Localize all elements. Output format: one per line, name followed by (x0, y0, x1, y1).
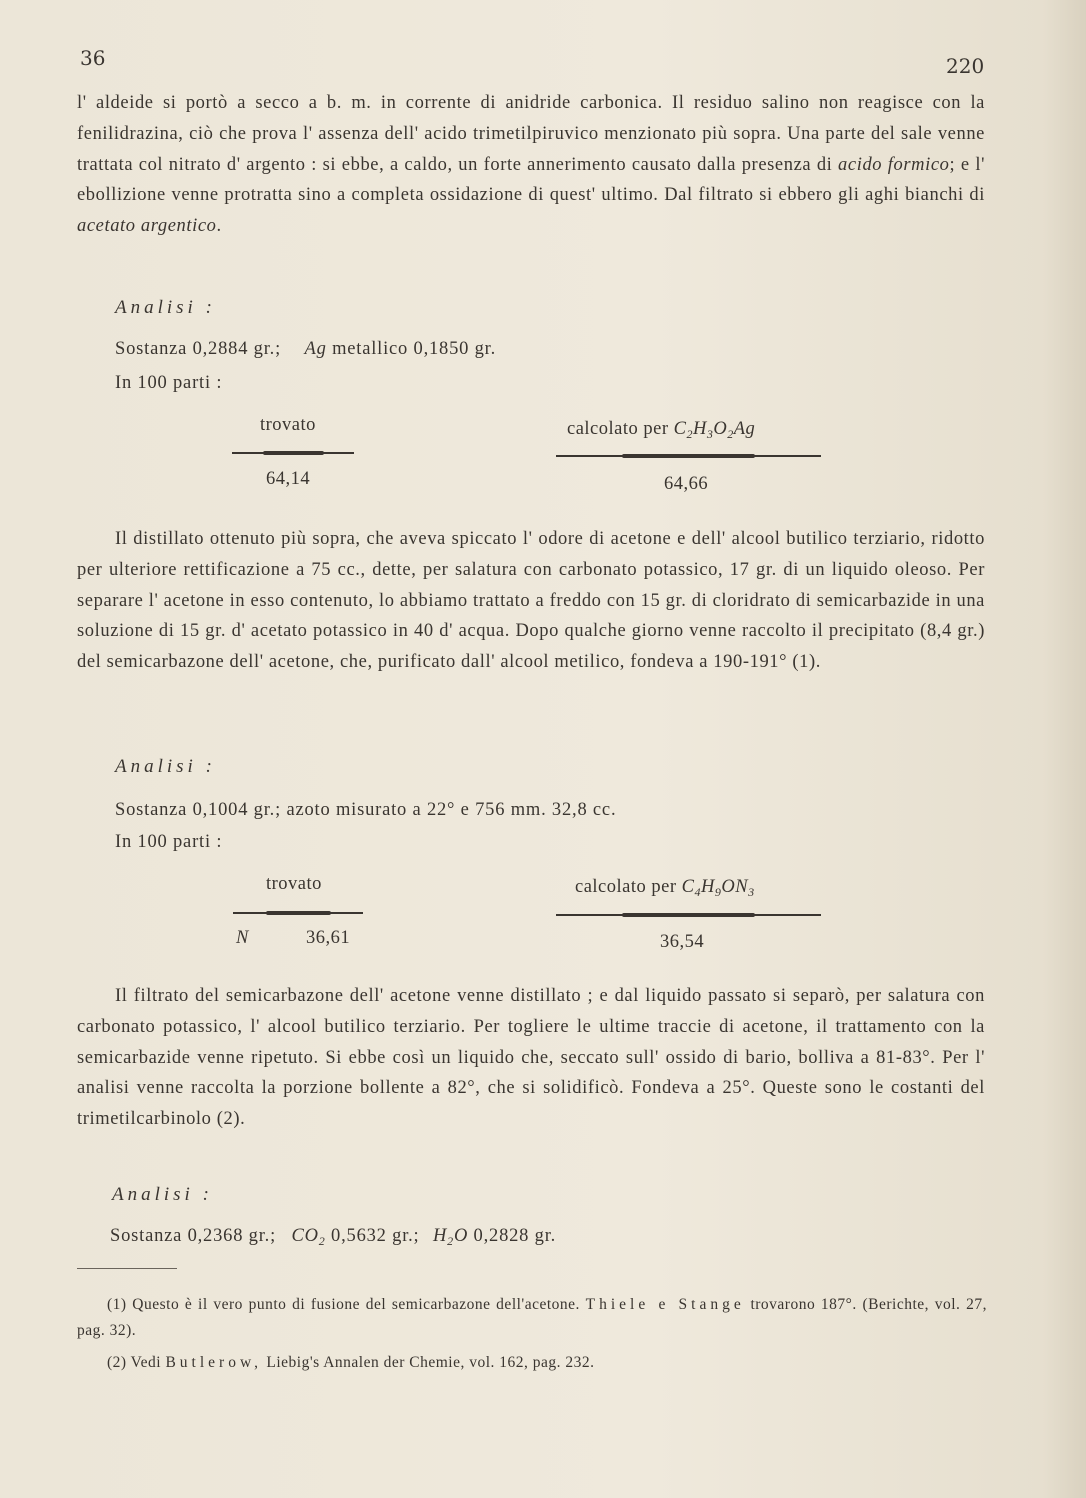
analysis-2-trovato: trovato (266, 874, 322, 894)
paragraph-1 (77, 88, 985, 242)
paragraph-1-text-b: ; e l' ebollizione venne protratta sino a completa ossidazione di quest' ultimo. Dal filtrato si ebbero gli aghi bianchi di (77, 154, 985, 206)
footnote-1 (77, 1292, 987, 1344)
analysis-3-sostanza-text: Sostanza 0,2368 gr.; (110, 1226, 277, 1246)
paragraph-3-text: Il filtrato del semicarbazone dell' acetone venne distillato ; e dal liquido passato si separò, per salatura con carbonato potassico, l' alcool butilico terziario. Per togliere le ultime traccie di acetone, il trattamento con la semicarbazide venne ripetuto. Si ebbe così un liquido che, seccato sull' ossido di bario, bolliva a 81-83°. Per l' analisi venne raccolta la porzione bollente a 82°, che si solidificò. Fondeva a 25°. Queste sono le costanti del trimetilcarbinolo (2). (77, 986, 985, 1130)
analysis-1-metallico: metallico 0,1850 gr. (332, 339, 497, 359)
paragraph-2-text: Il distillato ottenuto più sopra, che aveva spiccato l' odore di acetone e dell' alcool butilico terziario, ridotto per ulteriore rettificazione a 75 cc., dette, per salatura con carbonato potassico, 17 gr. di un liquido oleoso. Per separare l' acetone in esso contenuto, lo abbiamo trattato a freddo con 15 gr. di cloridrato di semicarbazide in una soluzione di 15 gr. d' acetato potassico in 40 d' acqua. Dopo qualche giorno venne raccolto il precipitato (8,4 gr.) del semicarbazone dell' acetone, che, purificato dall' alcool metilico, fondeva a 190-191° (1). (77, 529, 985, 673)
footnote-separator (77, 1268, 177, 1269)
page-number-left: 36 (80, 46, 106, 70)
analysis-3-h2o-formula: $H_2O$ (432, 1226, 469, 1248)
footnote-2-text-b: Liebig's Annalen der Chemie, vol. 162, pag. 232. (266, 1354, 595, 1371)
analysis-3-h2o-value: 0,2828 gr. (473, 1226, 557, 1246)
analysis-1-heading: Analisi : (115, 297, 216, 318)
paragraph-1-text-c: . (216, 216, 222, 237)
analysis-1-calcolato-label: calcolato per (567, 419, 669, 439)
paragraph-3 (77, 981, 985, 1135)
analysis-1-parti: In 100 parti : (115, 373, 223, 393)
footnote-2-text-a: (2) Vedi (107, 1354, 162, 1371)
analysis-1-calc-brace (556, 455, 821, 457)
analysis-1-formula: $C_2H_3O_2Ag$ (673, 419, 756, 441)
paragraph-1-text-a: l' aldeide si portò a secco a b. m. in corrente di anidride carbonica. Il residuo salino non reagisce con la fenilidrazina, ciò che prova l' assenza dell' acido trimetilpiruvico menzionato più sopra. Una parte del sale venne trattata col nitrato d' argento : si ebbe, a caldo, un forte annerimento causato dalla presenza di (77, 93, 985, 175)
analysis-2-calcolato (575, 877, 755, 900)
footnote-2 (77, 1350, 987, 1376)
analysis-1-ag-symbol: Ag (304, 339, 327, 359)
footnote-1-text-b: trovarono 187°. (Berichte, vol. 27, pag. 32). (77, 1296, 987, 1339)
analysis-3-co2-formula: $CO_2$ (291, 1226, 326, 1248)
analysis-2-heading: Analisi : (115, 756, 216, 777)
analysis-2-calc-value: 36,54 (660, 932, 705, 952)
paragraph-2 (77, 524, 985, 678)
analysis-2-parti: In 100 parti : (115, 832, 223, 852)
footnote-1-names: Thiele e Stange (585, 1296, 745, 1313)
analysis-2-found-brace (233, 912, 363, 914)
analysis-2-calcolato-label: calcolato per (575, 877, 677, 897)
analysis-1-found-brace (232, 452, 354, 454)
analysis-2-element: N (236, 928, 249, 948)
footnote-2-name: Butlerow, (165, 1354, 263, 1371)
analysis-2-formula: $C_4H_9ON_3$ (681, 877, 755, 899)
analysis-1-calcolato (567, 419, 755, 442)
term-acido-formico: acido formico (838, 154, 950, 175)
term-acetato-argentico: acetato argentico (77, 216, 217, 237)
analysis-2-calc-brace (556, 914, 821, 916)
analysis-3-heading: Analisi : (112, 1184, 213, 1205)
analysis-3-sostanza (110, 1226, 556, 1249)
analysis-1-found-value: 64,14 (266, 469, 311, 489)
footnote-1-text-a: (1) Questo è il vero punto di fusione del semicarbazone dell'acetone. (107, 1296, 580, 1313)
analysis-3-co2-value: 0,5632 gr.; (331, 1226, 420, 1246)
analysis-1-trovato: trovato (260, 415, 316, 435)
analysis-1-sostanza (115, 339, 496, 360)
analysis-1-calc-value: 64,66 (664, 474, 709, 494)
analysis-2-found-value: 36,61 (306, 928, 351, 948)
analysis-2-sostanza: Sostanza 0,1004 gr.; azoto misurato a 22° e 756 mm. 32,8 cc. (115, 800, 617, 820)
footnotes (77, 1292, 987, 1376)
page-number-right: 220 (946, 54, 985, 78)
analysis-1-sostanza-text: Sostanza 0,2884 gr.; (115, 339, 282, 359)
